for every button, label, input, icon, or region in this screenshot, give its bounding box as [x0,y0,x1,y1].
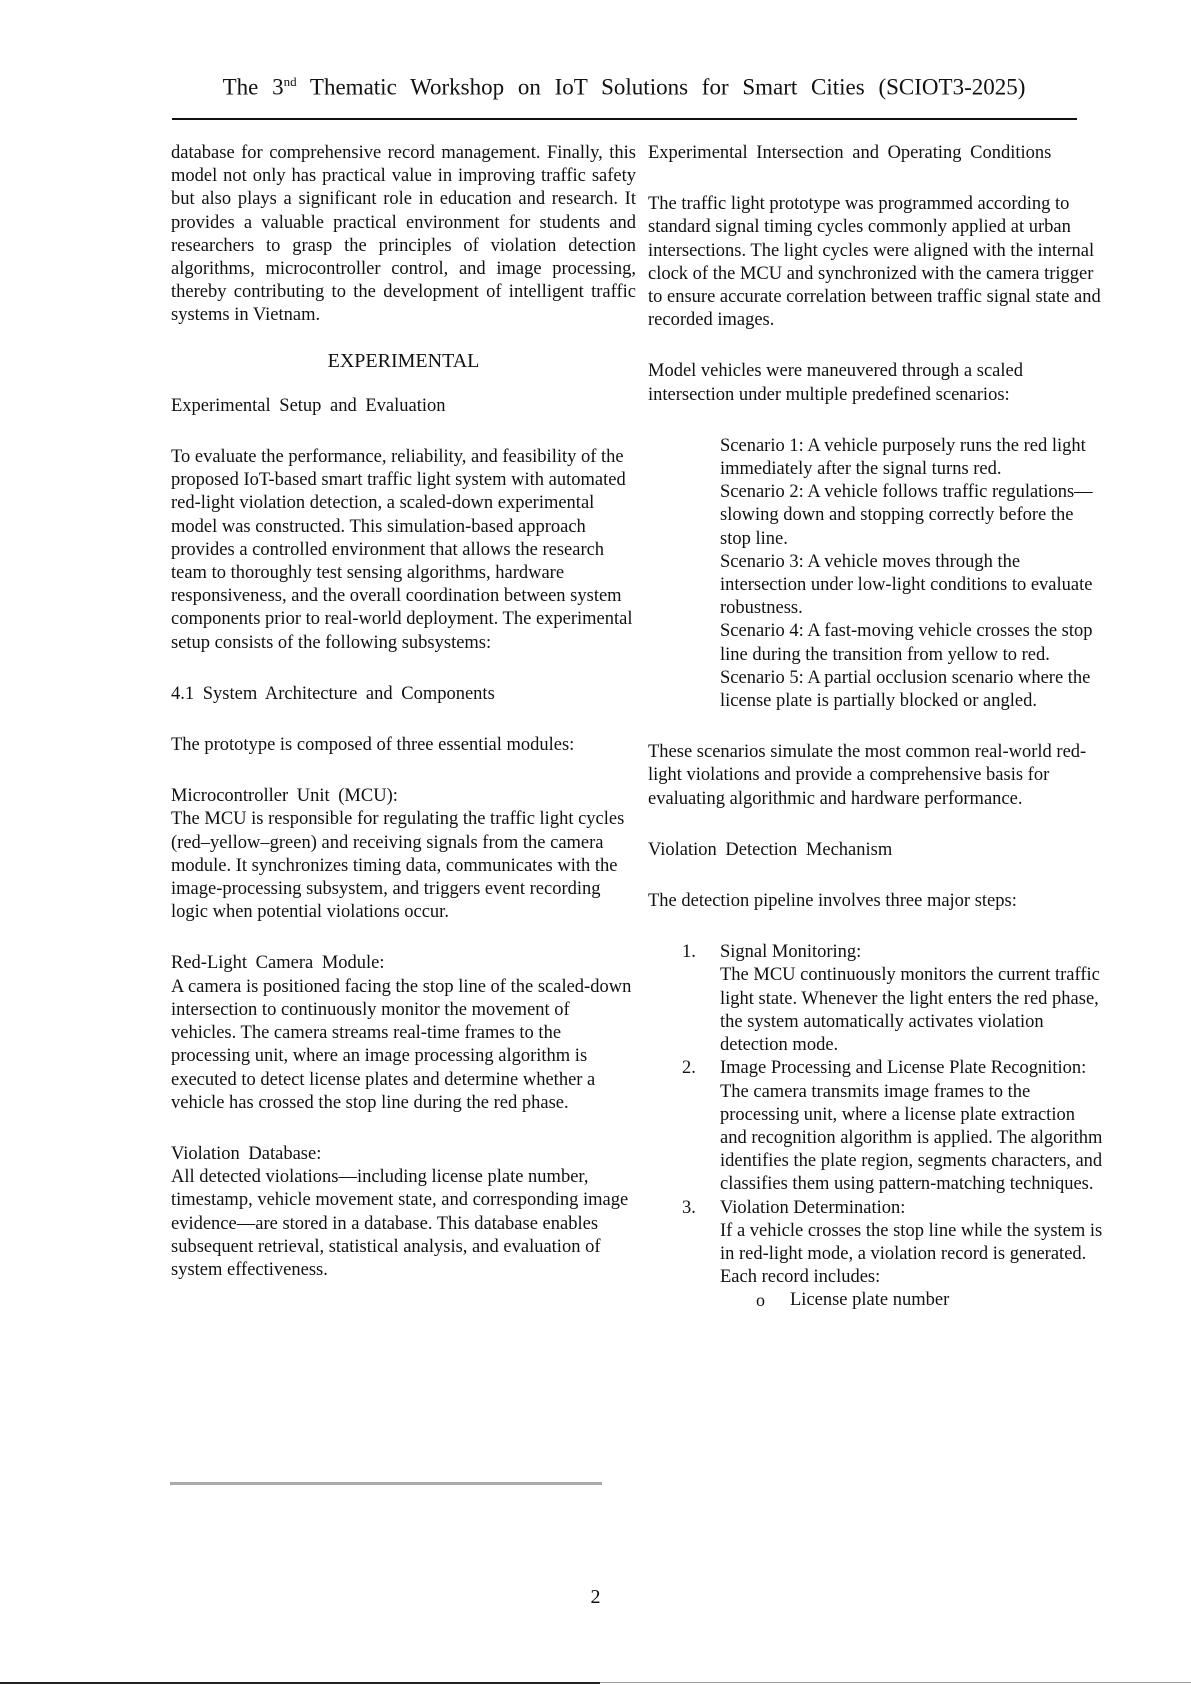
mcu-title: Microcontroller Unit (MCU): [171,786,398,807]
step-body: The camera transmits image frames to the processing unit, where a license plate extraction and recognition algorithm is applied. The algorithm identifies the plate region, segments characters, and classifies them using pattern-matching techniques. [720,1081,1103,1195]
header-text-pre: The 3 [222,74,284,100]
prototype-paragraph: The traffic light prototype was programmed according to standard signal timing cycles commonly applied at urban intersections. The light cycles were aligned with the internal clock of the MCU and synchronized with the camera trigger to ensure accurate correlation between traffic signal state and recorded images. [648,194,1101,331]
mechanism-title: Violation Detection Mechanism [648,839,893,860]
page-edge-line [0,1682,600,1684]
right-column [648,142,1106,1313]
step-body: The MCU continuously monitors the current traffic light state. Whenever the light enters the red phase, the system automatically activates violation detection mode. [720,965,1100,1056]
intro-paragraph: database for comprehensive record management. Finally, this model not only has practical value in improving traffic safety but also plays a significant role in education and research. It provides a valuable practical environment for students and researchers to grasp the principles of violation detection algorithms, microcontroller control, and image processing, thereby contributing to the development of intelligent traffic systems in Vietnam. [171,143,636,326]
step-body: If a vehicle crosses the stop line while the system is in red-light mode, a violation record is generated. [720,1220,1103,1264]
scenario-list [648,435,1106,713]
header-text-post: Thematic Workshop on IoT Solutions for Smart Cities (SCIOT3-2025) [296,74,1026,100]
step-item [648,941,1106,1057]
scenarios-paragraph: These scenarios simulate the most common real-world red-light violations and provide a comprehensive basis for evaluating algorithmic and hardware performance. [648,742,1087,809]
record-intro: Each record includes: [720,1267,881,1288]
architecture-title: 4.1 System Architecture and Components [171,683,495,704]
page-edge-line [600,1682,1191,1683]
scenario-item: Scenario 4: A fast-moving vehicle crosses the stop line during the transition from yellow to red. [720,621,1093,665]
database-paragraph: All detected violations—including license plate number, timestamp, vehicle movement state, and corresponding image evidence—are stored in a database. This database enables subsequent retrieval, statistical analysis, and evaluation of system effectiveness. [171,1167,629,1280]
scenario-item: Scenario 2: A vehicle follows traffic regulations—slowing down and stopping correctly before the stop line. [720,482,1093,549]
step-title: Signal Monitoring: [720,942,862,963]
record-list [720,1289,1106,1312]
header-rule [172,118,1077,120]
setup-paragraph: To evaluate the performance, reliability, and feasibility of the proposed IoT-based smart traffic light system with automated red-light violation detection, a scaled-down experimental model was constructed. This simulation-based approach provides a controlled environment that allows the research team to thoroughly test sensing algorithms, hardware responsiveness, and the overall coordination between system components prior to real-world deployment. The experimental setup consists of the following subsystems: [171,447,633,653]
running-header [170,74,1078,104]
left-column [171,142,636,1282]
mcu-paragraph: The MCU is responsible for regulating the traffic light cycles (red–yellow–green) and receiving signals from the camera module. It synchronizes timing data, communicates with the image-processing subsystem, and triggers event recording logic when potential violations occur. [171,809,625,923]
step-number: 2. [682,1058,696,1079]
page-number: 2 [590,1586,601,1608]
section-title: EXPERIMENTAL [327,349,480,372]
step-number: 1. [682,942,696,963]
step-list [648,941,1106,1312]
step-title: Violation Determination: [720,1197,906,1218]
subsection-title: Experimental Setup and Evaluation [171,395,446,416]
header-superscript: nd [283,74,297,89]
scenario-item: Scenario 1: A vehicle purposely runs the red light immediately after the signal turns red. [720,435,1086,480]
step-item [648,1057,1106,1196]
circle-bullet-icon: o [756,1290,765,1311]
footnote-rule [170,1482,602,1485]
record-item: o License plate number [720,1289,1106,1312]
step-number: 3. [682,1197,696,1218]
intersection-title: Experimental Intersection and Operating Conditions [648,143,1052,163]
step-title: Image Processing and License Plate Recognition: [720,1058,1087,1079]
scenario-item: Scenario 5: A partial occlusion scenario where the license plate is partially blocked or angled. [720,667,1091,712]
pipeline-paragraph: The detection pipeline involves three major steps: [648,891,1017,912]
scenario-item: Scenario 3: A vehicle moves through the intersection under low-light conditions to evaluate robustness. [720,551,1093,619]
model-vehicles-paragraph: Model vehicles were maneuvered through a scaled intersection under multiple predefined scenarios: [648,361,1023,405]
step-item [648,1197,1106,1313]
camera-paragraph: A camera is positioned facing the stop line of the scaled-down intersection to continuously monitor the movement of vehicles. The camera streams real-time frames to the processing unit, where an image processing algorithm is executed to detect license plates and determine whether a vehicle has crossed the stop line during the red phase. [171,976,632,1113]
camera-title: Red-Light Camera Module: [171,953,385,974]
database-title: Violation Database: [171,1143,322,1164]
architecture-paragraph: The prototype is composed of three essential modules: [171,735,575,756]
